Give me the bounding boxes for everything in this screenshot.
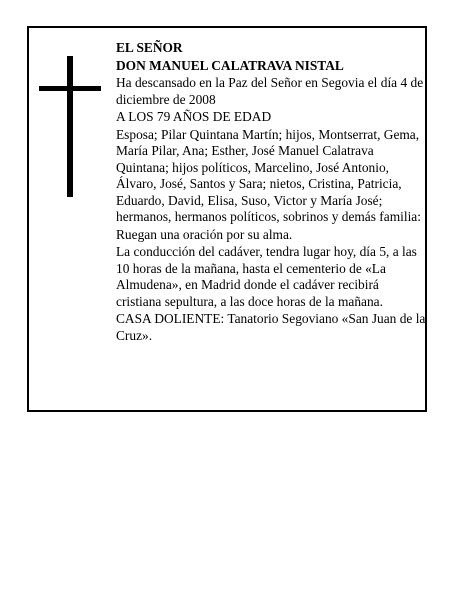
cross-icon-bar [39,86,101,91]
rest-statement: Ha descansado en la Paz del Señor en Segovia el día 4 de diciembre de 2008 [116,75,424,107]
notice-title: EL SEÑOR [116,40,183,55]
funeral-details: La conducción del cadáver, tendra lugar hoy, día 5, a las 10 horas de la mañana, hasta el cementerio de «La Almudena», en Madrid donde el cadáver recibirá cristiana sepultura, a las doce horas de la mañana. [116,244,417,309]
family-list: Esposa; Pilar Quintana Martín; hijos, Montserrat, Gema, María Pilar, Ana; Esther, José Manuel Calatrava Quintana; hijos políticos, Marcelino, José Antonio, Álvaro, José, Santos y Sara; nietos, Cristina, Patricia, Eduardo, David, Elisa, Suso, Victor y María José; hermanos, hermanos políticos, sobrinos y demás familia: [116,126,421,224]
obituary-text [116,40,426,345]
mourning-house: CASA DOLIENTE: Tanatorio Segoviano «San Juan de la Cruz». [116,311,426,343]
prayer-request: Ruegan una oración por su alma. [116,226,293,242]
cross-icon [67,56,73,197]
obituary-notice [27,26,427,412]
age-statement: A LOS 79 AÑOS DE EDAD [116,109,272,124]
deceased-name: DON MANUEL CALATRAVA NISTAL [116,57,344,73]
